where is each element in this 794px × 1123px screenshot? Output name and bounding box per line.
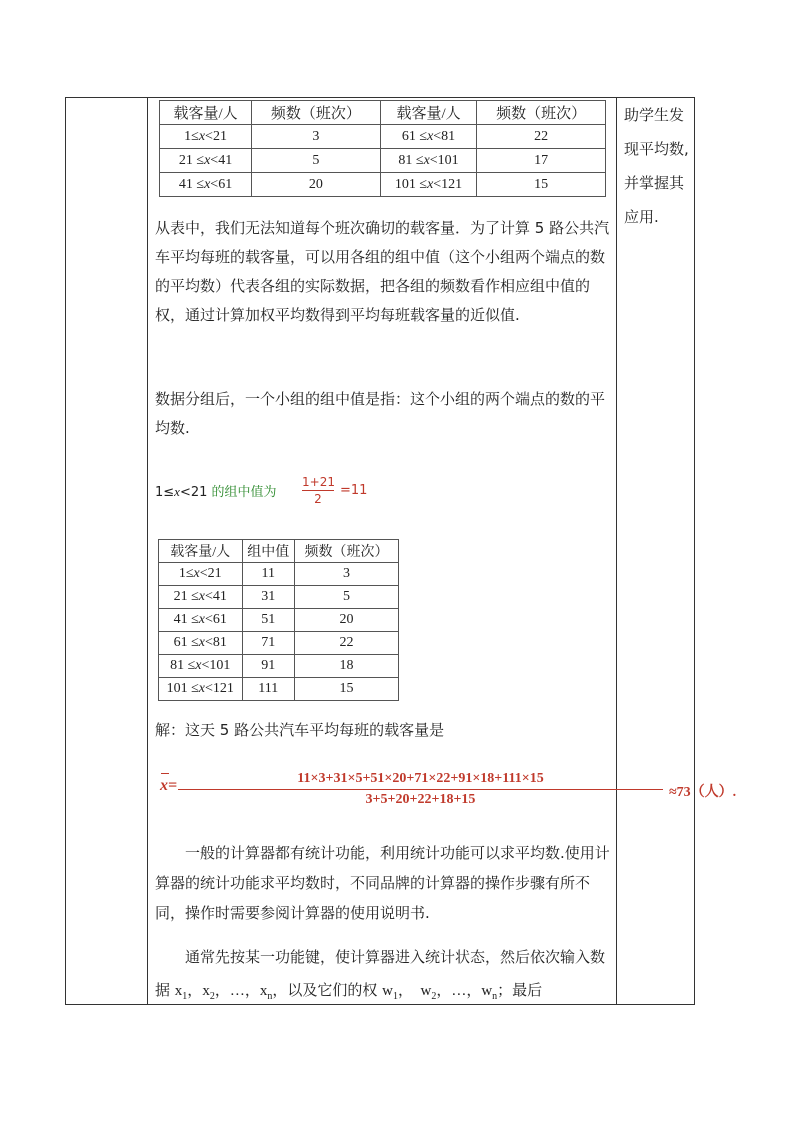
mean-symbol: x= xyxy=(160,777,178,794)
table-cell: 41 ≤x<61 xyxy=(160,173,252,197)
table-cell: 1≤x<21 xyxy=(160,125,252,149)
midpoint-result: =11 xyxy=(340,483,368,498)
table-header-row xyxy=(159,540,399,563)
table-row xyxy=(159,563,399,586)
formula-denominator: 3+5+20+22+18+15 xyxy=(365,792,476,807)
table-cell: 91 xyxy=(242,655,295,678)
formula-result: ≈73（人）. xyxy=(669,785,737,800)
table-cell: 5 xyxy=(295,586,399,609)
table-header-cell: 组中值 xyxy=(242,540,295,563)
midpoint-table xyxy=(158,539,399,701)
formula-numerator: 11×3+31×5+51×20+71×22+91×18+111×15 xyxy=(178,771,663,790)
frequency-table xyxy=(159,100,606,197)
midpoint-fraction: $\frac{1+21}{2}$ xyxy=(302,475,335,506)
table-cell: 22 xyxy=(295,632,399,655)
paragraph-midpoint-definition: 数据分组后，一个小组的组中值是指：这个小组的两个端点的数的平均数. xyxy=(155,390,606,437)
table-cell: 15 xyxy=(295,678,399,701)
table-row xyxy=(160,149,606,173)
table-cell: 31 xyxy=(242,586,295,609)
table-cell: 101 ≤x<121 xyxy=(159,678,243,701)
table-cell: 3 xyxy=(252,125,381,149)
table-header-cell: 频数（班次） xyxy=(477,101,606,125)
table-header-cell: 载客量/人 xyxy=(159,540,243,563)
table-row xyxy=(159,609,399,632)
table-cell: 41 ≤x<61 xyxy=(159,609,243,632)
column-divider-right xyxy=(616,97,617,1005)
side-note-line: 应用. xyxy=(624,208,659,226)
table-cell: 51 xyxy=(242,609,295,632)
table-row xyxy=(159,586,399,609)
table-header-row xyxy=(160,101,606,125)
table-header-cell: 载客量/人 xyxy=(160,101,252,125)
side-note-line: 现平均数, xyxy=(624,140,689,158)
table-cell: 81 ≤x<101 xyxy=(159,655,243,678)
solution-intro: 解：这天 5 路公共汽车平均每班的载客量是 xyxy=(155,721,445,739)
midpoint-example: 1≤x<21 的组中值为 xyxy=(155,484,277,500)
column-divider-left xyxy=(147,97,148,1005)
table-cell: 22 xyxy=(477,125,606,149)
table-row xyxy=(160,173,606,197)
table-cell: 17 xyxy=(477,149,606,173)
side-note xyxy=(624,98,694,234)
table-cell: 61 ≤x<81 xyxy=(380,125,477,149)
table-cell: 20 xyxy=(295,609,399,632)
table-row xyxy=(159,632,399,655)
table-cell: 15 xyxy=(477,173,606,197)
paragraph-calculator-statistics: 一般的计算器都有统计功能，利用统计功能可以求平均数.使用计算器的统计功能求平均数时，不同品牌的计算器的操作步骤有所不同，操作时需要参阅计算器的使用说明书. xyxy=(155,844,610,922)
table-cell: 81 ≤x<101 xyxy=(380,149,477,173)
table-cell: 101 ≤x<121 xyxy=(380,173,477,197)
table-cell: 20 xyxy=(252,173,381,197)
table-header-cell: 频数（班次） xyxy=(295,540,399,563)
table-cell: 71 xyxy=(242,632,295,655)
table-row xyxy=(160,125,606,149)
paragraph-group-midpoint-explanation: 从表中，我们无法知道每个班次确切的载客量．为了计算 5 路公共汽车平均每班的载客量，可以用各组的组中值（这个小组两个端点的数的平均数）代表各组的实际数据，把各组的频数看作相应组中值的权，通过计算加权平均数得到平均每班载客量的近似值. xyxy=(155,219,610,324)
table-cell: 3 xyxy=(295,563,399,586)
formula-fraction xyxy=(178,771,663,808)
side-note-line: 助学生发 xyxy=(624,106,685,124)
side-note-line: 并掌握其 xyxy=(624,174,685,192)
table-cell: 21 ≤x<41 xyxy=(159,586,243,609)
table-cell: 18 xyxy=(295,655,399,678)
table-header-cell: 载客量/人 xyxy=(380,101,477,125)
table-cell: 1≤x<21 xyxy=(159,563,243,586)
table-cell: 61 ≤x<81 xyxy=(159,632,243,655)
table-header-cell: 频数（班次） xyxy=(252,101,381,125)
table-row xyxy=(159,655,399,678)
table-cell: 111 xyxy=(242,678,295,701)
table-cell: 5 xyxy=(252,149,381,173)
table-row xyxy=(159,678,399,701)
table-cell: 11 xyxy=(242,563,295,586)
table-cell: 21 ≤x<41 xyxy=(160,149,252,173)
paragraph-calculator-steps: 通常先按某一功能键，使计算器进入统计状态，然后依次输入数据 $x_1$，$x_2$，…，$x_n$，以及它们的权 $w_1$， $w_2$，…，$w_n$；最后 xyxy=(155,948,606,1002)
